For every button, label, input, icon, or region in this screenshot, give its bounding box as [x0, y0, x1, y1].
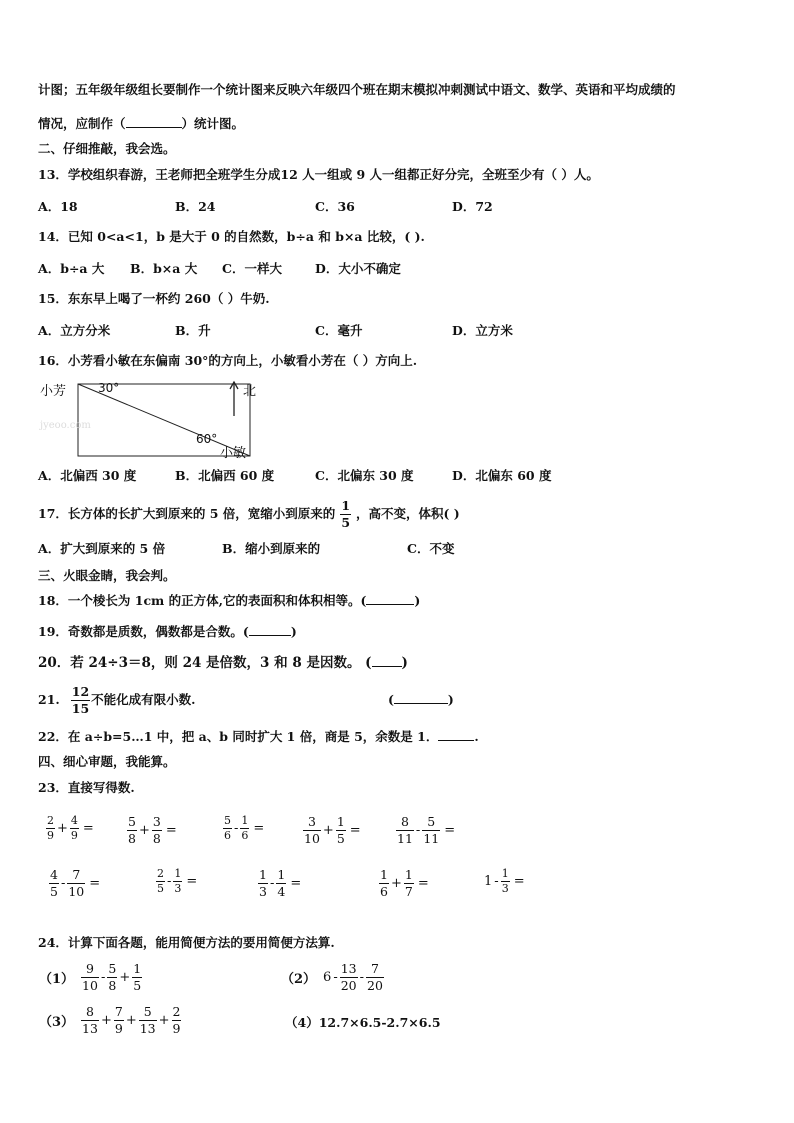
fraction	[336, 815, 346, 846]
operator: -	[359, 970, 365, 985]
q23-title: 23．直接写得数.	[38, 780, 135, 795]
fraction	[132, 962, 142, 993]
operator: -	[234, 821, 239, 836]
fraction-numerator: 1	[277, 867, 286, 882]
q23-row1-expression-4	[302, 815, 376, 846]
fraction	[404, 868, 414, 899]
q23-row1-expression-5	[395, 815, 470, 846]
q22-text: 22．在 a÷b=5…1 中，把 a、b 同时扩大 1 倍，商是 5，余数是 1．	[38, 729, 439, 744]
q23-row1-expression-2	[126, 815, 192, 846]
q19-close: )	[290, 624, 297, 639]
q21-number: 21.	[38, 692, 60, 707]
q17-line	[38, 498, 460, 530]
fraction-numerator: 7	[114, 1004, 123, 1019]
q18-line	[38, 593, 420, 609]
fraction-numerator: 7	[371, 961, 379, 976]
fraction-numerator: 1	[404, 867, 413, 882]
q14-option-c[interactable]: C．一样大	[222, 261, 282, 276]
q14-option-d[interactable]: D．大小不确定	[315, 261, 401, 276]
fraction-numerator: 5	[224, 814, 231, 827]
fraction-denominator: 13	[139, 1021, 156, 1036]
q18-text: 18．一个棱长为 1cm 的正方体,它的表面积和体积相等。(	[38, 593, 367, 608]
q20-text: 20．若 24÷3＝8，则 24 是倍数，3 和 8 是因数。 (	[38, 655, 372, 671]
fraction-numerator: 2	[47, 814, 54, 827]
operator: -	[494, 874, 499, 889]
fraction-denominator: 5	[336, 831, 345, 846]
q13-option-a[interactable]: A．18	[38, 199, 78, 214]
fraction-denominator: 13	[82, 1021, 98, 1036]
fraction	[67, 868, 85, 899]
equals-sign: =	[513, 874, 525, 889]
q16-option-b[interactable]: B．北偏西 60 度	[175, 468, 275, 483]
fraction-denominator: 5	[341, 514, 351, 530]
fraction-numerator: 1	[341, 497, 351, 513]
fraction-denominator: 11	[397, 831, 413, 846]
fraction-numerator: 5	[108, 961, 117, 976]
equals-sign: =	[444, 823, 456, 838]
label-xiaofang: 小芳	[40, 384, 67, 399]
fraction-numerator: 5	[427, 814, 436, 829]
equals-sign: =	[82, 821, 94, 836]
label-angle-60: 60°	[196, 432, 218, 446]
operator: -	[60, 876, 66, 891]
operator: +	[57, 821, 68, 836]
fraction-numerator: 1	[336, 814, 345, 829]
q20-close: )	[401, 655, 408, 671]
fraction-denominator: 8	[152, 831, 161, 846]
q14-option-b[interactable]: B．b×a 大	[130, 261, 198, 276]
operator: +	[100, 1013, 112, 1028]
q13-text: 13．学校组织春游，王老师把全班学生分成12 人一组或 9 人一组都正好分完，全班至少有（ ）人。	[38, 167, 599, 182]
problem-label: （3）	[39, 1015, 75, 1030]
q21-paren-open: (	[388, 692, 394, 707]
q23-row2-expression-5	[483, 868, 540, 895]
q21-fraction	[71, 685, 90, 716]
fraction	[70, 815, 79, 842]
operator: +	[119, 970, 131, 985]
watermark: jyeoo.com	[40, 420, 91, 431]
fraction-denominator: 9	[47, 829, 54, 842]
q17-option-b[interactable]: B．缩小到原来的	[222, 541, 321, 556]
fraction-numerator: 1	[174, 867, 182, 880]
fraction-denominator: 5	[133, 978, 142, 993]
fraction-denominator: 3	[501, 882, 509, 895]
whole-number: 1	[484, 874, 493, 889]
problem-label: （2）	[281, 972, 317, 987]
answer-space[interactable]	[526, 875, 540, 889]
q23-row2-expression-4	[378, 868, 444, 899]
q22-end: .	[474, 729, 479, 744]
q19-text: 19．奇数都是质数，偶数都是合数。(	[38, 624, 249, 639]
fraction-numerator: 2	[157, 867, 164, 880]
fraction	[379, 868, 389, 899]
fraction-numerator: 4	[70, 814, 78, 827]
fraction-numerator: 5	[128, 814, 136, 829]
fraction-denominator: 20	[340, 978, 357, 993]
fraction	[240, 815, 249, 842]
fraction-numerator: 5	[143, 1004, 152, 1019]
problem-label: （1）	[39, 972, 75, 987]
section3-heading: 三、火眼金睛，我会判。	[38, 568, 176, 583]
fraction-denominator: 5	[157, 882, 164, 895]
fraction	[46, 815, 55, 842]
q24-title: 24．计算下面各题，能用简便方法的要用简便方法算.	[38, 935, 335, 950]
fraction-numerator: 1	[241, 814, 249, 827]
north-arrow-icon	[228, 380, 240, 418]
fraction-denominator: 9	[114, 1021, 123, 1036]
fraction-denominator: 9	[70, 829, 78, 842]
fraction	[152, 815, 162, 846]
q20-line	[38, 655, 408, 671]
fraction-numerator: 1	[133, 961, 142, 976]
fraction-denominator: 3	[259, 884, 267, 899]
fraction-denominator: 4	[277, 884, 286, 899]
fraction-numerator: 1	[380, 867, 388, 882]
fraction	[366, 962, 384, 993]
q16-option-d[interactable]: D．北偏东 60 度	[452, 468, 552, 483]
answer-space[interactable]	[430, 877, 444, 891]
fraction-denominator: 6	[224, 829, 231, 842]
q24-problem-3	[38, 1005, 182, 1036]
q20-blank[interactable]	[372, 666, 402, 667]
fraction-denominator: 7	[404, 884, 413, 899]
q18-blank[interactable]	[366, 604, 414, 605]
operator: +	[390, 876, 402, 891]
operator: +	[125, 1013, 137, 1028]
fraction	[127, 815, 137, 846]
operator: +	[158, 1013, 170, 1028]
q15-text: 15．东东早上喝了一杯约 260（ ）牛奶.	[38, 291, 270, 306]
fraction-denominator: 6	[380, 884, 388, 899]
q17-text-a: 17．长方体的长扩大到原来的 5 倍，宽缩小到原来的	[38, 506, 336, 521]
q24-problem-1	[38, 962, 143, 993]
q22-line	[38, 729, 479, 745]
q21-text: 不能化成有限小数.	[91, 692, 196, 707]
fraction-denominator: 11	[423, 831, 440, 846]
fraction-numerator: 3	[307, 814, 316, 829]
fraction	[107, 962, 117, 993]
operator: -	[333, 970, 338, 985]
q13-option-b[interactable]: B．24	[175, 199, 216, 214]
answer-space[interactable]	[456, 824, 470, 838]
fraction-denominator: 10	[304, 831, 320, 846]
fraction-numerator: 8	[400, 814, 409, 829]
fraction	[422, 815, 440, 846]
q12-line2-b: ）统计图。	[181, 116, 245, 131]
fraction	[258, 868, 268, 899]
operator: -	[415, 823, 421, 838]
q16-text: 16．小芳看小敏在东偏南 30°的方向上，小敏看小芳在（ ）方向上.	[38, 353, 418, 368]
q24-problem-2	[280, 962, 385, 993]
q21-answer	[388, 692, 454, 708]
equals-sign: =	[349, 823, 361, 838]
operator: +	[322, 823, 334, 838]
fraction-denominator: 3	[174, 882, 182, 895]
label-xiaomin: 小敏	[220, 446, 247, 461]
section4-heading: 四、细心审题，我能算。	[38, 754, 176, 769]
operator: -	[269, 876, 275, 891]
equals-sign: =	[89, 876, 101, 891]
q21-blank[interactable]	[394, 703, 448, 704]
q23-row2-expression-1	[48, 868, 115, 899]
fraction-denominator: 9	[172, 1021, 181, 1036]
whole-number: 6	[323, 970, 332, 985]
q12-blank[interactable]	[126, 127, 182, 128]
label-angle-30: 30°	[98, 381, 120, 395]
fraction	[276, 868, 286, 899]
fraction	[114, 1005, 124, 1036]
fraction	[303, 815, 321, 846]
q21-line	[38, 682, 196, 718]
q16-option-c[interactable]: C．北偏东 30 度	[315, 468, 414, 483]
operator: -	[100, 970, 106, 985]
fraction	[49, 868, 59, 899]
answer-space[interactable]	[362, 824, 376, 838]
q15-option-a[interactable]: A．立方分米	[38, 323, 111, 338]
fraction-denominator: 10	[68, 884, 85, 899]
q21-paren-close: )	[447, 692, 454, 707]
fraction-numerator: 3	[152, 814, 161, 829]
answer-space[interactable]	[265, 822, 279, 836]
fraction-denominator: 8	[128, 831, 136, 846]
fraction	[223, 815, 232, 842]
fraction-numerator: 1	[259, 867, 267, 882]
fraction	[139, 1005, 157, 1036]
q12-line2-a: 情况，应制作（	[38, 116, 126, 131]
fraction-numerator: 12	[71, 683, 90, 699]
fraction-denominator: 20	[367, 978, 383, 993]
answer-space[interactable]	[302, 877, 316, 891]
q12-line1: 计图；五年级年级组长要制作一个统计图来反映六年级四个班在期末模拟冲刺测试中语文、数学、英语和平均成绩的	[38, 82, 676, 97]
q23-row2-expression-3	[257, 868, 316, 899]
q17-option-a[interactable]: A．扩大到原来的 5 倍	[38, 541, 166, 556]
fraction	[81, 962, 99, 993]
fraction-numerator: 9	[86, 961, 94, 976]
fraction	[81, 1005, 99, 1036]
q16-option-a[interactable]: A．北偏西 30 度	[38, 468, 137, 483]
q22-blank[interactable]	[438, 740, 474, 741]
operator: +	[138, 823, 150, 838]
fraction-denominator: 15	[71, 700, 90, 716]
q12-line2	[38, 116, 244, 132]
q24-problem-4: （4）12.7×6.5-2.7×6.5	[285, 1015, 441, 1030]
fraction	[501, 868, 510, 895]
fraction-numerator: 4	[50, 867, 58, 882]
q17-text-b: ，高不变，体积( )	[356, 506, 460, 521]
q14-text: 14．已知 0<a<1，b 是大于 0 的自然数，b÷a 和 b×a 比较，( ).	[38, 229, 425, 244]
answer-space[interactable]	[101, 877, 115, 891]
equals-sign: =	[290, 876, 302, 891]
answer-space[interactable]	[178, 824, 192, 838]
fraction-numerator: 1	[501, 867, 509, 880]
q15-option-c[interactable]: C．毫升	[315, 323, 363, 338]
fraction-denominator: 5	[50, 884, 58, 899]
q18-close: )	[414, 593, 421, 608]
operator: -	[167, 874, 172, 889]
q23-row2-expression-2	[155, 868, 212, 895]
q19-blank[interactable]	[249, 635, 291, 636]
q13-option-d[interactable]: D．72	[452, 199, 493, 214]
equals-sign: =	[165, 823, 177, 838]
fraction	[172, 1005, 182, 1036]
q15-option-d[interactable]: D．立方米	[452, 323, 513, 338]
fraction-numerator: 2	[172, 1004, 181, 1019]
fraction-denominator: 8	[108, 978, 117, 993]
answer-space[interactable]	[95, 822, 109, 836]
q19-line	[38, 624, 297, 640]
equals-sign: =	[186, 874, 198, 889]
q14-option-a[interactable]: A．b÷a 大	[38, 261, 105, 276]
fraction-denominator: 10	[82, 978, 98, 993]
q17-option-c[interactable]: C．不变	[407, 541, 455, 556]
q23-row1-expression-3	[222, 815, 279, 842]
fraction	[340, 962, 358, 993]
fraction-denominator: 6	[241, 829, 249, 842]
fraction	[396, 815, 414, 846]
section2-heading: 二、仔细推敲，我会选。	[38, 141, 176, 156]
q13-option-c[interactable]: C．36	[315, 199, 355, 214]
fraction-numerator: 13	[340, 961, 357, 976]
q15-option-b[interactable]: B．升	[175, 323, 211, 338]
answer-space[interactable]	[198, 875, 212, 889]
fraction	[156, 868, 165, 895]
equals-sign: =	[253, 821, 265, 836]
equals-sign: =	[417, 876, 429, 891]
label-north: 北	[243, 384, 257, 399]
q17-fraction	[340, 499, 351, 530]
fraction	[173, 868, 182, 895]
fraction-numerator: 8	[86, 1004, 94, 1019]
fraction-numerator: 7	[72, 867, 81, 882]
q23-row1-expression-1	[45, 815, 109, 842]
